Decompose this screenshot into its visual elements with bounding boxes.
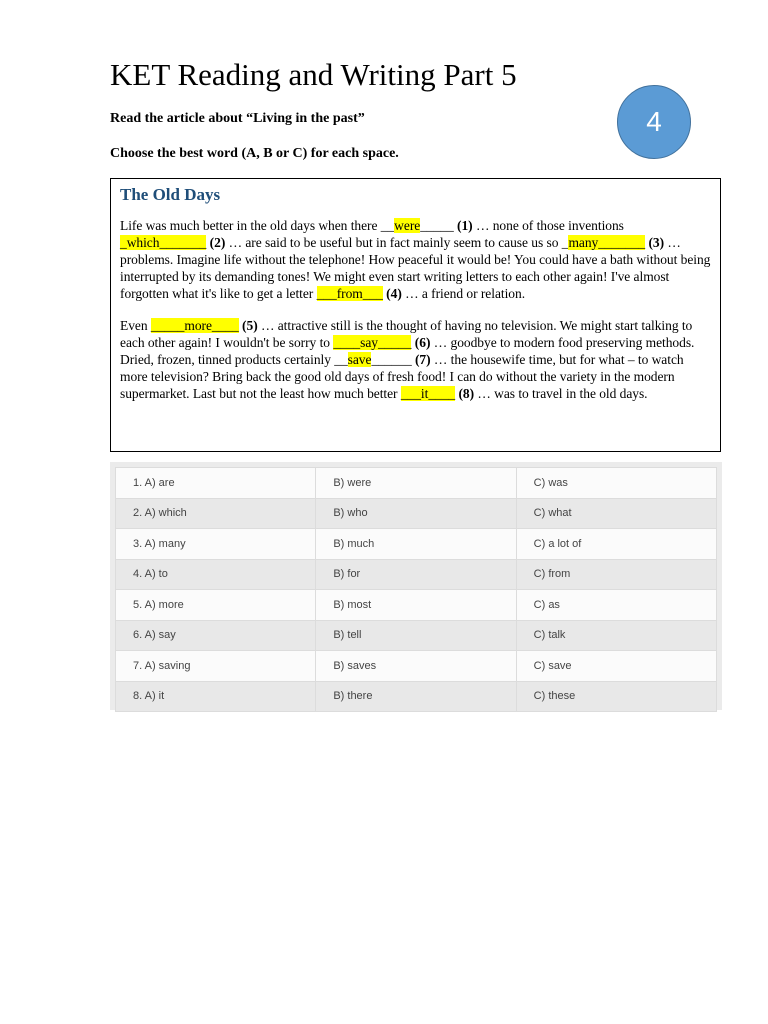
article-paragraph-1 <box>120 218 711 302</box>
option-c: C) talk <box>516 620 716 651</box>
instruction-read: Read the article about “Living in the past” <box>110 111 365 126</box>
article-text: … problems. Imagine life without the telephone! How peaceful it would be! You could have a bath without being interrupted by its demanding tones! We might even start writing letters to each other again! I've almost forgotten what it's like to get a letter <box>120 235 711 301</box>
option-c: C) as <box>516 590 716 621</box>
option-a: 6. A) say <box>116 620 316 651</box>
option-a: 4. A) to <box>116 559 316 590</box>
gap-number: (3) <box>648 235 665 251</box>
table-row <box>116 620 717 651</box>
table-row <box>116 559 717 590</box>
answer-options-panel <box>110 462 722 710</box>
option-b: B) tell <box>316 620 516 651</box>
part-number-badge: 4 <box>617 85 691 159</box>
gap-number: (4) <box>386 285 402 301</box>
table-row <box>116 651 717 682</box>
table-row <box>116 468 717 499</box>
answer-highlight: many_______ <box>568 235 646 251</box>
answer-highlight: were <box>394 218 421 234</box>
option-a: 2. A) which <box>116 498 316 529</box>
answer-highlight: ___from___ <box>316 285 383 301</box>
gap-number: (2) <box>209 235 226 251</box>
instruction-choose: Choose the best word (A, B or C) for each space. <box>110 146 399 161</box>
page-title: KET Reading and Writing Part 5 <box>110 57 517 92</box>
article-text: … was to travel in the old days. <box>474 385 648 401</box>
article-text: … goodbye to modern food preserving methods. Dried, frozen, tinned products certainly __ <box>120 335 695 367</box>
option-b: B) there <box>316 681 516 712</box>
option-b: B) were <box>316 468 516 499</box>
article-text: … are said to be useful but in fact mainly seem to cause us so _ <box>225 235 569 251</box>
article-text: … the housewife time, but for what – to watch more television? Bring back the good old days of fresh food! I can do without the variety in the modern supermarket. Last but not the least how much better <box>120 351 684 401</box>
answer-highlight: save <box>347 351 372 367</box>
option-b: B) saves <box>316 651 516 682</box>
gap-number: (7) <box>414 351 431 367</box>
article-paragraph-2 <box>120 318 711 402</box>
gap-number: (6) <box>414 335 431 351</box>
answer-highlight: ____say_____ <box>333 335 412 351</box>
table-row <box>116 681 717 712</box>
option-a: 7. A) saving <box>116 651 316 682</box>
answer-highlight: _which_______ <box>120 235 207 251</box>
option-c: C) these <box>516 681 716 712</box>
article-text: ______ <box>371 351 415 367</box>
article-text: … a friend or relation. <box>401 285 526 301</box>
gap-number: (5) <box>242 318 258 334</box>
option-a: 8. A) it <box>116 681 316 712</box>
option-c: C) a lot of <box>516 529 716 560</box>
article-text: … none of those inventions <box>472 218 624 234</box>
option-c: C) save <box>516 651 716 682</box>
article-text: … attractive still is the thought of having no television. We might start talking to each other again! I wouldn't be sorry to <box>120 318 693 351</box>
option-b: B) much <box>316 529 516 560</box>
table-row <box>116 590 717 621</box>
option-c: C) what <box>516 498 716 529</box>
answer-options-table <box>115 467 717 712</box>
answer-highlight: _____more____ <box>150 318 239 334</box>
option-a: 3. A) many <box>116 529 316 560</box>
table-row <box>116 529 717 560</box>
article-box <box>110 178 721 452</box>
option-c: C) from <box>516 559 716 590</box>
gap-number: (1) <box>457 218 473 234</box>
option-a: 1. A) are <box>116 468 316 499</box>
gap-number: (8) <box>458 385 475 401</box>
option-c: C) was <box>516 468 716 499</box>
article-text: Even <box>120 318 151 334</box>
option-b: B) who <box>316 498 516 529</box>
answer-highlight: ___it____ <box>400 385 456 401</box>
article-text: Life was much better in the old days when there __ <box>120 218 395 234</box>
option-a: 5. A) more <box>116 590 316 621</box>
option-b: B) most <box>316 590 516 621</box>
article-title: The Old Days <box>120 185 221 204</box>
article-text: _____ <box>420 218 458 234</box>
table-row <box>116 498 717 529</box>
option-b: B) for <box>316 559 516 590</box>
